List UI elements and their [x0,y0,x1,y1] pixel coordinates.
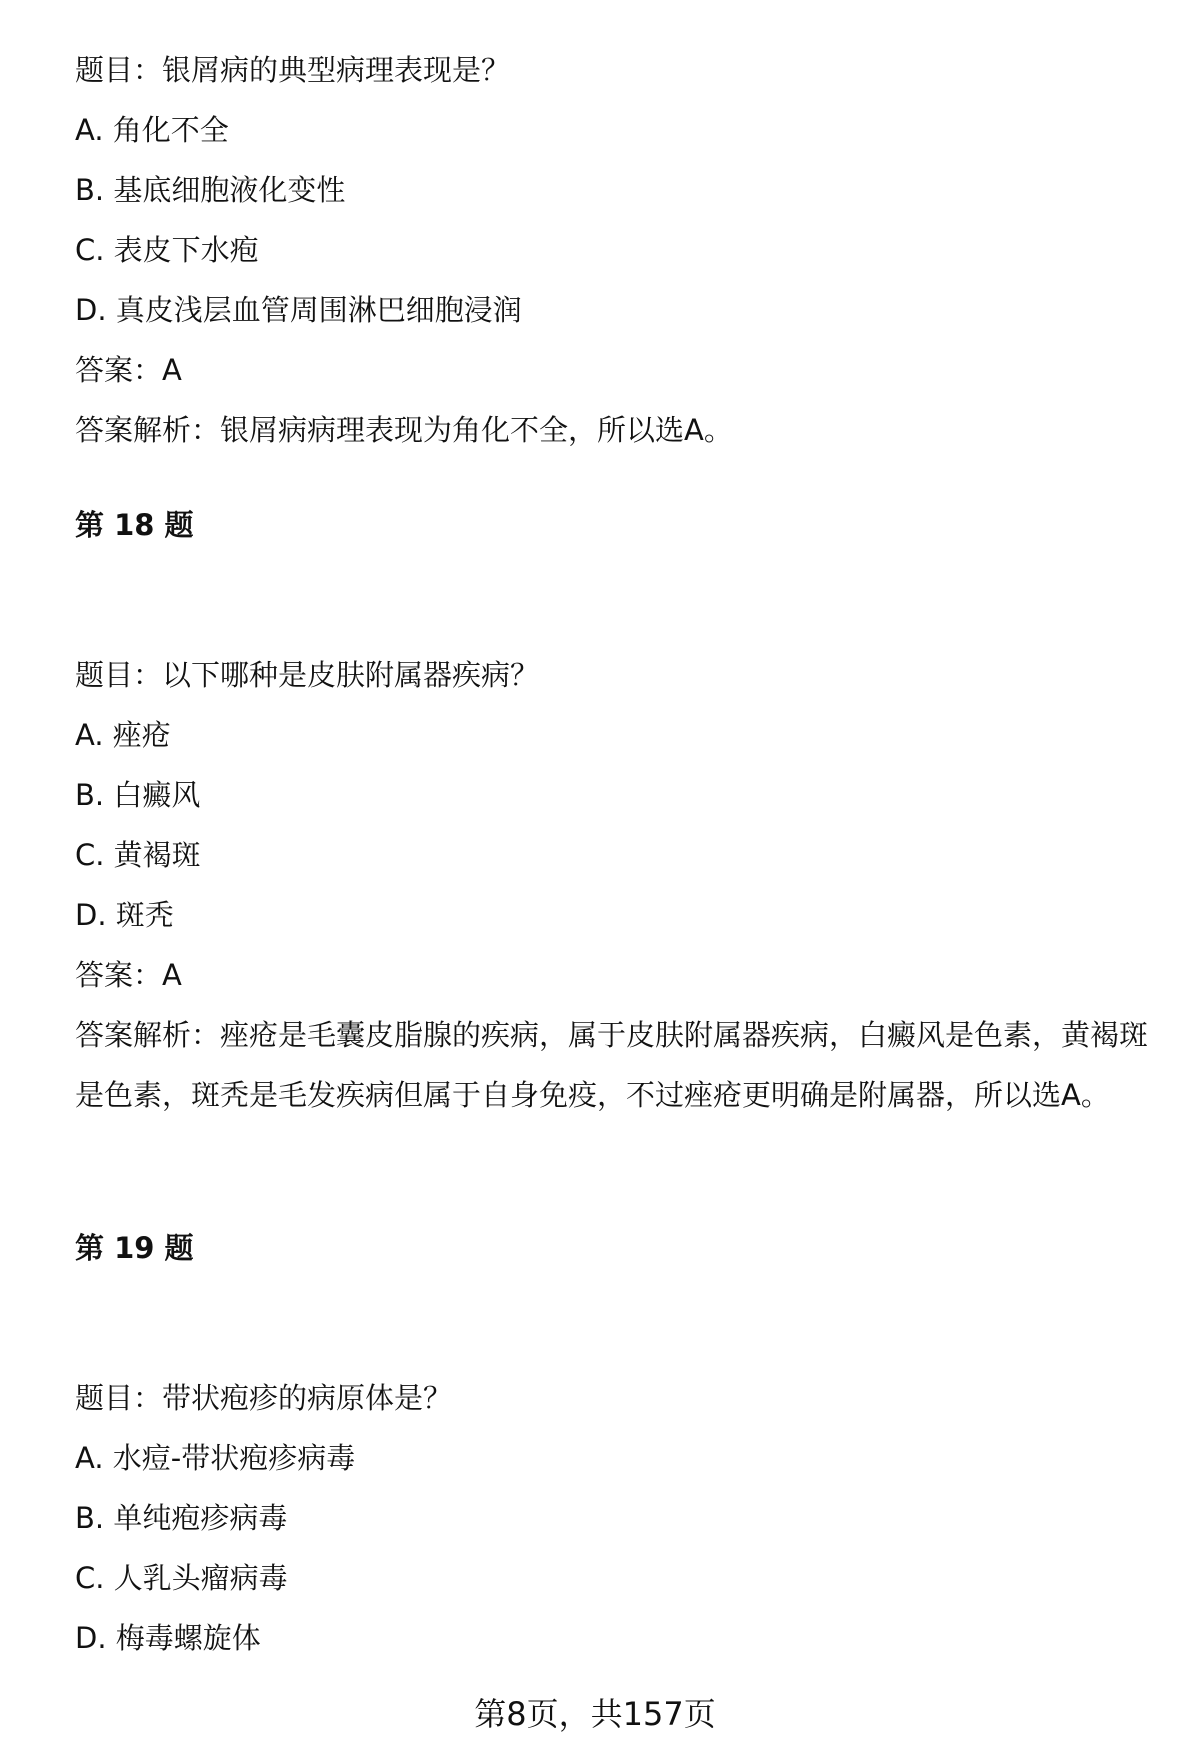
question-18-option-a: A. 痤疮 [75,718,171,752]
question-18-text: 题目：以下哪种是皮肤附属器疾病？ [75,658,540,692]
question-18-option-d: D. 斑秃 [75,898,174,932]
question-19-option-b: B. 单纯疱疹病毒 [75,1501,288,1535]
question-18-explanation: 答案解析：痤疮是毛囊皮脂腺的疾病，属于皮肤附属器疾病，白癜风是色素，黄褐斑是色素，斑秃是毛发疾病但属于自身免疫，不过痤疮更明确是附属器，所以选A。 [75,1018,1149,1112]
question-19-heading: 第 19 题 [75,1231,194,1265]
question-18-answer: 答案：A [75,958,182,992]
question-17-option-a: A. 角化不全 [75,113,229,147]
question-19-option-d: D. 梅毒螺旋体 [75,1621,261,1655]
question-19-text: 题目：带状疱疹的病原体是？ [75,1381,453,1415]
question-18-option-b: B. 白癜风 [75,778,201,812]
question-17-option-d: D. 真皮浅层血管周围淋巴细胞浸润 [75,293,522,327]
page-number-indicator: 第8页，共157页 [474,1695,716,1733]
question-18-option-c: C. 黄褐斑 [75,838,201,872]
question-17-explanation: 答案解析：银屑病病理表现为角化不全，所以选A。 [75,413,733,447]
question-17-option-b: B. 基底细胞液化变性 [75,173,346,207]
question-19-option-c: C. 人乳头瘤病毒 [75,1561,288,1595]
question-17-option-c: C. 表皮下水疱 [75,233,259,267]
question-17-text: 题目：银屑病的典型病理表现是？ [75,53,511,87]
question-19-option-a: A. 水痘-带状疱疹病毒 [75,1441,356,1475]
question-17-answer: 答案：A [75,353,182,387]
question-18-heading: 第 18 题 [75,508,194,542]
